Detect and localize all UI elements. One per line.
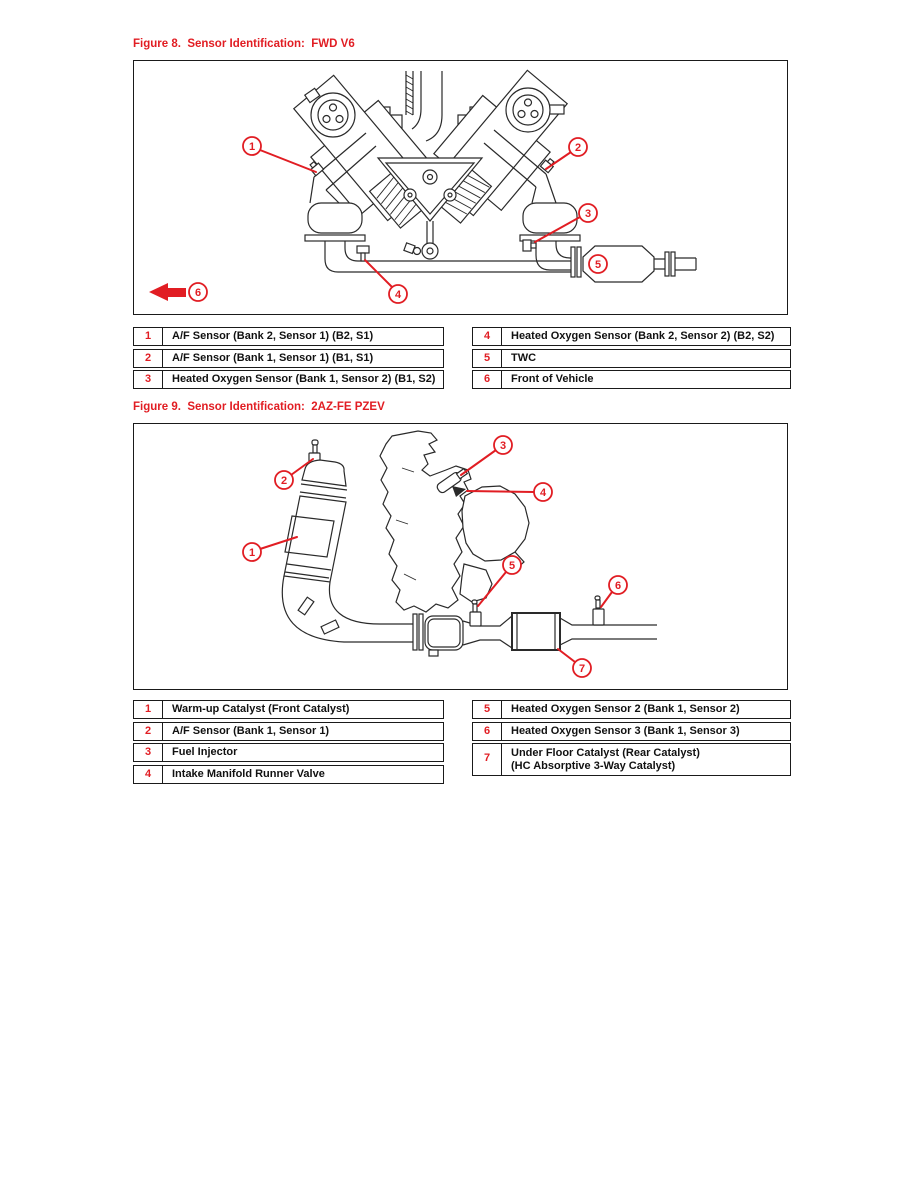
under-floor-catalyst [512, 613, 560, 650]
callout-5-badge [589, 255, 607, 273]
legend-row-text: Warm-up Catalyst (Front Catalyst) [172, 703, 350, 715]
legend-row [133, 765, 444, 784]
legend-row-number: 6 [473, 723, 502, 740]
figure8-title: Figure 8. Sensor Identification: FWD V6 [133, 38, 355, 50]
legend-row [472, 327, 791, 346]
figure9-title: Figure 9. Sensor Identification: 2AZ-FE PZEV [133, 401, 385, 413]
legend-row [133, 700, 444, 719]
legend-row-number: 4 [134, 766, 163, 783]
callout-2-badge [275, 471, 293, 489]
legend-row-text: Heated Oxygen Sensor (Bank 1, Sensor 2) (B1, S2) [172, 373, 436, 385]
legend-row [472, 722, 791, 741]
legend-row-text [502, 744, 790, 775]
figure9-legend-right [472, 700, 791, 779]
legend-row [472, 349, 791, 368]
legend-row [472, 700, 791, 719]
legend-row [133, 327, 444, 346]
legend-row-text-line2: (HC Absorptive 3-Way Catalyst) [511, 760, 676, 772]
legend-row-text: Fuel Injector [172, 746, 238, 758]
legend-row-text: A/F Sensor (Bank 1, Sensor 1) (B1, S1) [172, 351, 374, 364]
svg-text:2: 2 [280, 475, 288, 487]
front-of-vehicle-arrow-icon [149, 283, 186, 301]
svg-text:4: 4 [539, 487, 547, 499]
legend-row-number: 7 [473, 744, 502, 775]
legend-row-text: TWC [511, 351, 537, 364]
legend-row-number: 4 [473, 328, 502, 345]
svg-text:6: 6 [194, 287, 202, 299]
legend-row-number: 5 [473, 701, 502, 718]
svg-text:4: 4 [394, 289, 402, 301]
figure8-diagram [133, 60, 788, 315]
2az-fe-pzev-diagram [134, 424, 787, 689]
callout-3-badge [494, 436, 512, 454]
engine-outline [380, 431, 471, 612]
svg-text:7: 7 [578, 663, 586, 675]
svg-text:1: 1 [248, 141, 256, 153]
legend-row [133, 370, 444, 389]
legend-row-text: A/F Sensor (Bank 1, Sensor 1) [172, 724, 330, 737]
svg-text:3: 3 [584, 208, 592, 220]
legend-row-text: Heated Oxygen Sensor 2 (Bank 1, Sensor 2) [511, 703, 740, 715]
intake-manifold-runner-valve [452, 486, 466, 497]
heated-oxygen-sensor-b1s2 [357, 246, 369, 261]
callout-3-badge [579, 204, 597, 222]
legend-row-text-line1: Under Floor Catalyst (Rear Catalyst) [511, 747, 700, 759]
callout-1-badge [243, 543, 261, 561]
svg-text:2: 2 [574, 142, 582, 154]
legend-row-text: Front of Vehicle [511, 373, 594, 385]
heated-oxygen-sensor-b2s2 [523, 240, 536, 251]
right-catalytic-converter [523, 203, 577, 233]
legend-row-number: 3 [134, 744, 163, 761]
callout-5-badge [503, 556, 521, 574]
legend-row-number: 2 [134, 350, 163, 367]
legend-row-text: Heated Oxygen Sensor 3 (Bank 1, Sensor 3) [511, 724, 740, 737]
legend-row-number: 1 [134, 701, 163, 718]
legend-row-number: 1 [134, 328, 163, 345]
legend-row-number: 5 [473, 350, 502, 367]
fwd-v6-exhaust-diagram [134, 61, 787, 314]
svg-text:5: 5 [594, 259, 602, 271]
callout-6-badge [189, 283, 207, 301]
legend-row-number: 6 [473, 371, 502, 388]
af-sensor-b1s1 [309, 440, 320, 462]
callout-2-badge [569, 138, 587, 156]
legend-row [133, 743, 444, 762]
svg-text:1: 1 [248, 547, 256, 559]
figure9-diagram [133, 423, 788, 690]
heated-oxygen-sensor-3 [593, 596, 604, 625]
legend-row-number: 2 [134, 723, 163, 740]
callout-4-badge [389, 285, 407, 303]
legend-row-number: 3 [134, 371, 163, 388]
svg-text:5: 5 [508, 560, 516, 572]
callout-6-badge [609, 576, 627, 594]
legend-row [133, 722, 444, 741]
legend-row-text: Intake Manifold Runner Valve [172, 767, 325, 780]
callout-4-badge [534, 483, 552, 501]
figure8-legend-right [472, 327, 791, 392]
figure8-legend-left [133, 327, 444, 392]
legend-row [472, 743, 791, 776]
svg-text:6: 6 [614, 580, 622, 592]
figure9-legend-left [133, 700, 444, 786]
callout-7-badge [573, 659, 591, 677]
callout-1-badge [243, 137, 261, 155]
legend-row [133, 349, 444, 368]
legend-row-text: Heated Oxygen Sensor (Bank 2, Sensor 2) (B2, S2) [511, 330, 775, 342]
left-catalytic-converter [308, 203, 362, 233]
legend-row-text: A/F Sensor (Bank 2, Sensor 1) (B2, S1) [172, 330, 374, 342]
legend-row [472, 370, 791, 389]
svg-text:3: 3 [499, 440, 507, 452]
left-cylinder-bank [280, 64, 450, 243]
